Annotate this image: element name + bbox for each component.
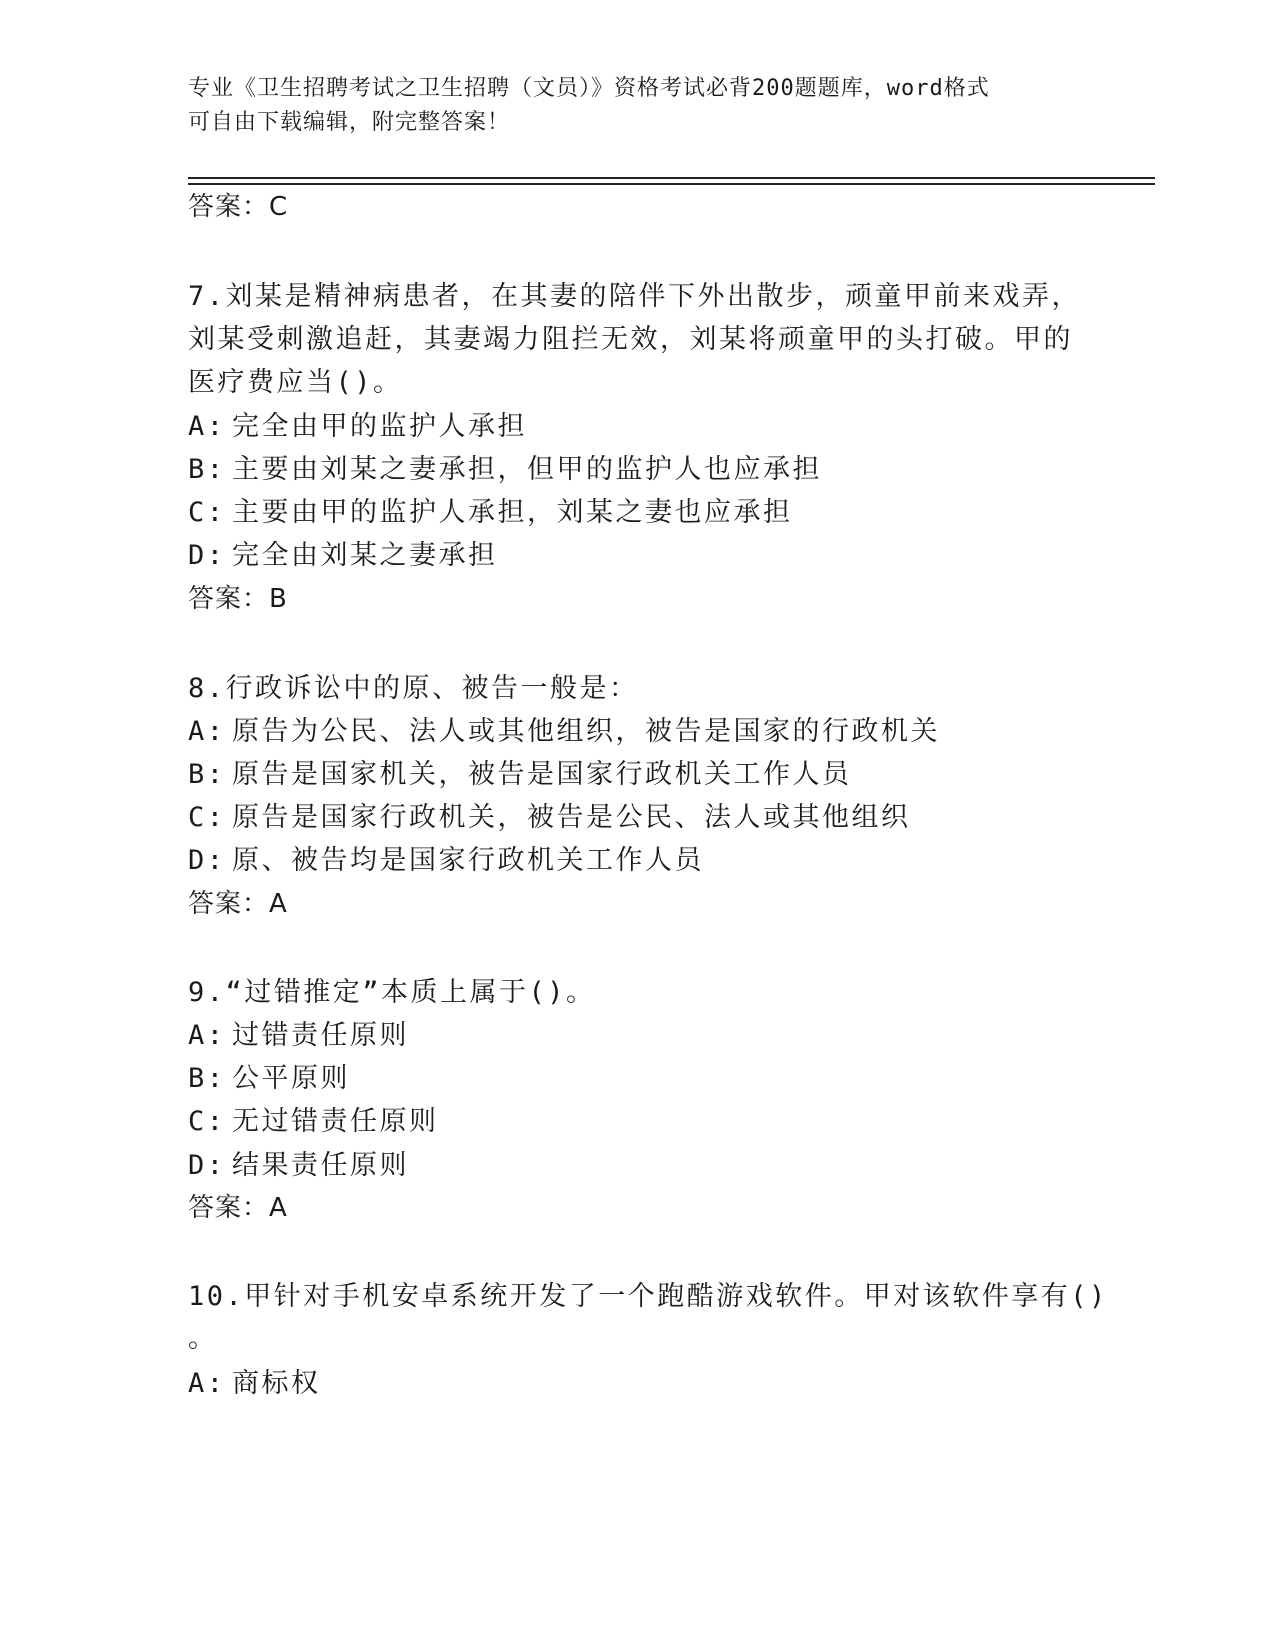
answer-label: 答案：A [188,1193,288,1223]
question-stem-line: 10.甲针对手机安卓系统开发了一个跑酷游戏软件。甲对该软件享有() [188,1281,1108,1312]
question-stem-line: 8.行政诉讼中的原、被告一般是： [188,673,639,704]
option-key: B: [188,759,226,790]
question-stem-line: 刘某受刺激追赶，其妻竭力阻拦无效，刘某将顽童甲的头打破。甲的 [188,324,1073,355]
option-key: C: [188,1106,226,1137]
option-key: B: [188,454,226,485]
option-key: C: [188,497,226,528]
header-title-line-1: 专业《卫生招聘考试之卫生招聘（文员）》资格考试必背200题题库，word格式 [188,76,990,101]
option-c [188,490,793,529]
option-text: 主要由刘某之妻承担，但甲的监护人也应承担 [232,454,822,485]
header-divider-top [188,177,1155,179]
question-stem-line: 7.刘某是精神病患者，在其妻的陪伴下外出散步，顽童甲前来戏弄， [188,281,1082,312]
option-d [188,1143,409,1182]
option-key: A: [188,716,226,747]
option-text: 原告是国家行政机关，被告是公民、法人或其他组织 [232,802,911,833]
option-text: 结果责任原则 [232,1150,409,1181]
option-text: 原、被告均是国家行政机关工作人员 [232,845,704,876]
question-stem-line: 医疗费应当()。 [188,367,403,398]
document-header [188,72,1068,140]
header-divider-bottom [188,183,1155,185]
question-stem-line: 9.“过错推定”本质上属于()。 [188,977,596,1008]
option-b [188,447,822,486]
answer-label: 答案：B [188,584,288,614]
option-key: D: [188,845,226,876]
option-text: 主要由甲的监护人承担，刘某之妻也应承担 [232,497,793,528]
option-key: A: [188,411,226,442]
option-key: D: [188,540,226,571]
option-c [188,795,911,834]
option-a [188,1361,321,1400]
option-text: 无过错责任原则 [232,1106,439,1137]
option-a [188,709,940,748]
option-b [188,1056,350,1095]
option-key: A: [188,1020,226,1051]
option-text: 完全由刘某之妻承担 [232,540,498,571]
option-key: C: [188,802,226,833]
previous-answer: 答案：C [188,192,289,222]
option-b [188,752,852,791]
option-d [188,533,498,572]
option-text: 公平原则 [232,1063,350,1094]
option-a [188,1013,409,1052]
option-a [188,404,527,443]
option-key: B: [188,1063,226,1094]
option-key: D: [188,1150,226,1181]
option-d [188,838,704,877]
question-stem-line: 。 [188,1323,218,1354]
option-key: A: [188,1368,226,1399]
option-c [188,1099,439,1138]
answer-label: 答案：A [188,889,288,919]
option-text: 原告为公民、法人或其他组织，被告是国家的行政机关 [232,716,940,747]
option-text: 过错责任原则 [232,1020,409,1051]
header-title-line-2: 可自由下载编辑，附完整答案！ [188,110,511,135]
option-text: 完全由甲的监护人承担 [232,411,527,442]
option-text: 原告是国家机关，被告是国家行政机关工作人员 [232,759,852,790]
option-text: 商标权 [232,1368,321,1399]
